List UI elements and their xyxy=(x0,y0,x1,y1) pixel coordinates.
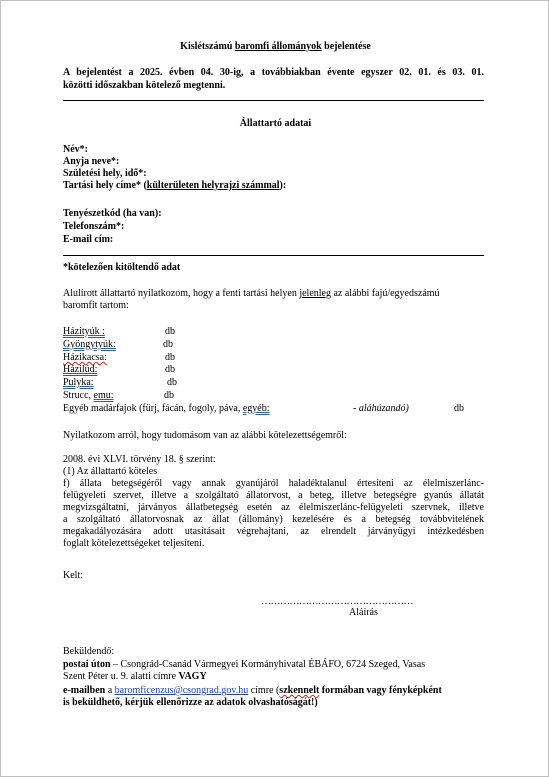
section-title: Állattartó adatai xyxy=(239,118,312,129)
species-chicken xyxy=(63,326,105,338)
species-unit: db xyxy=(165,352,175,363)
text-run: – Csongrád-Csanád Vármegyei Kormányhivatal ÉBÁFO, 6724 Szeged, Vasas xyxy=(110,659,426,670)
field-herd-code-label: Tenyészetkód (ha van): xyxy=(63,208,162,219)
text-run: a xyxy=(105,685,115,696)
species-unit: db xyxy=(165,326,175,337)
send-post-line-1 xyxy=(63,659,425,671)
law-text-line: felügyeleti szervet, illetve a szolgáltató állatorvost, a beteg, illetve betegségre gyanús állatát xyxy=(63,490,484,501)
text-run: Házilúd: xyxy=(63,364,98,375)
field-name-label: Név*: xyxy=(63,144,88,155)
species-duck xyxy=(63,352,107,364)
law-text-line: megakadályozására adott utasításait végrehajtani, az elrendelt járványügyi intézkedésben xyxy=(63,526,484,537)
species-unit: db xyxy=(165,364,175,375)
send-heading: Beküldendő: xyxy=(63,646,115,657)
species-unit: db xyxy=(163,339,173,350)
species-goose xyxy=(63,364,97,376)
intro-line-2: közötti időszakban kötelező megtenni. xyxy=(63,80,226,91)
obligations-intro: Nyilatkozom arról, hogy tudomásom van az alábbi kötelezettségemről: xyxy=(63,430,347,441)
document-title xyxy=(1,41,549,53)
text-run: Házityúk : xyxy=(63,326,105,337)
text-run: VAGY xyxy=(178,671,207,682)
species-unit: db xyxy=(167,377,177,388)
text-run: baromfi állományok xyxy=(234,41,322,52)
intro-line-1: A bejelentést a 2025. évben 04. 30-ig, a továbbiakban évente egyszer 02. 01. és 03. 01. xyxy=(63,67,484,78)
species-turkey xyxy=(63,377,94,389)
text-run: címre ( xyxy=(248,685,280,696)
text-run: Pulyka: xyxy=(63,377,94,388)
text-run: postai úton xyxy=(63,659,111,670)
text-run: Házikacsa: xyxy=(63,352,107,363)
field-keeping-address-label xyxy=(63,180,286,192)
species-guinea-fowl xyxy=(63,339,116,351)
species-ostrich-emu xyxy=(63,390,114,402)
text-run: Strucc, xyxy=(63,390,94,401)
signature-label: Aláírás xyxy=(349,607,378,618)
text-run: egyéb: xyxy=(242,403,270,414)
declaration-line-1 xyxy=(63,288,440,300)
law-reference: 2008. évi XLVI. törvény 18. § szerint: xyxy=(63,454,216,465)
kelt-label: Kelt: xyxy=(63,570,83,581)
law-text-line: megvizsgáltatni, járványos állatbetegség esetén az élelmiszerlánc-felügyeleti szervnek, illetve xyxy=(63,502,484,513)
text-run: szkennelt xyxy=(279,685,320,696)
law-text-line: f) állata betegségéről vagy annak gyanújáról haladéktalanul értesíteni az élelmiszerlánc- xyxy=(63,478,484,489)
declaration-line-2: baromfit tartom: xyxy=(63,300,129,311)
text-run: Szent Péter u. 9. alatti címre xyxy=(63,671,179,682)
text-run: az alábbi fajú/egyedszámú xyxy=(330,288,440,299)
text-run: formában vagy fényképként xyxy=(319,685,442,696)
law-point: (1) Az állattartó köteles xyxy=(63,466,158,477)
field-mother-name-label: Anyja neve*: xyxy=(63,156,120,167)
field-birth-label: Születési hely, idő*: xyxy=(63,168,147,179)
signature-line: ………………………………………… xyxy=(261,596,413,607)
other-underline-note: - aláhúzandó) xyxy=(353,403,409,414)
law-text-line: a szolgáltató állatorvosnak az állat (állomány) kezelésére és a betegség továbbvitelének xyxy=(63,514,484,525)
text-run: Alulírott állattartó nyilatkozom, hogy a fenti tartási helyen xyxy=(63,288,300,299)
text-run: Gyöngytyúk: xyxy=(63,339,116,350)
text-run: Tartási hely címe* ( xyxy=(63,180,147,191)
text-run: bejelentése xyxy=(321,41,371,52)
text-run: e-mailben xyxy=(63,685,106,696)
send-post-line-2 xyxy=(63,671,207,683)
email-link[interactable]: baromficenzus@csongrad.gov.hu xyxy=(114,685,249,696)
text-run: jelenleg xyxy=(299,288,331,299)
text-run: Egyéb madárfajok (fürj, fácán, fogoly, páva, xyxy=(63,403,243,414)
text-run: ): xyxy=(279,180,287,191)
send-email-line-1 xyxy=(63,685,442,697)
divider xyxy=(63,255,484,256)
text-run: Kislétszámú xyxy=(180,41,235,52)
species-other xyxy=(63,403,270,415)
law-text-last: foglalt kötelezettségeket teljesíteni. xyxy=(63,538,205,549)
text-run: emu: xyxy=(93,390,114,401)
field-phone-label: Telefonszám*: xyxy=(63,221,125,232)
send-email-line-2: is beküldhető, kérjük ellenőrizze az adatok olvashatóságát!) xyxy=(63,697,318,708)
species-unit: db xyxy=(454,403,464,414)
required-note: *kötelezően kitöltendő adat xyxy=(63,262,181,273)
species-unit: db xyxy=(164,390,174,401)
text-run: külterületen helyrajzi számmal xyxy=(146,180,280,191)
divider xyxy=(63,100,484,101)
field-email-label: E-mail cím: xyxy=(63,234,114,245)
